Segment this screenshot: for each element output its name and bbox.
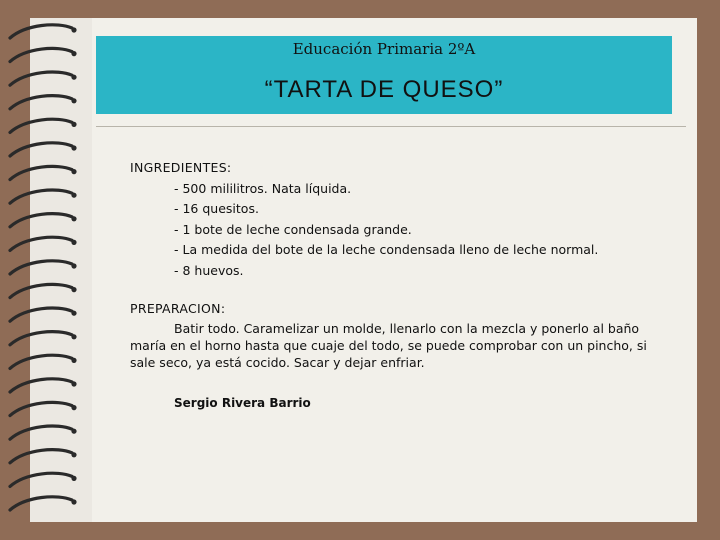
binding-hole <box>71 287 76 292</box>
binding-ring <box>10 308 72 321</box>
binding-ring <box>10 379 72 392</box>
binding-hole <box>71 75 76 80</box>
binding-hole <box>71 358 76 363</box>
ingredient-item: - 8 huevos. <box>174 262 244 278</box>
binding-ring <box>10 143 72 156</box>
binding-hole <box>71 263 76 268</box>
binding-ring <box>10 284 72 297</box>
preparation-text-block <box>130 320 660 371</box>
ingredients-heading: INGREDIENTES: <box>130 160 232 175</box>
divider-line <box>96 126 686 127</box>
recipe-body <box>130 158 660 413</box>
author-name: Sergio Rivera Barrio <box>174 395 311 410</box>
binding-ring <box>10 72 72 85</box>
binding-hole <box>71 145 76 150</box>
binding-hole <box>71 499 76 504</box>
binding-hole <box>71 27 76 32</box>
ingredient-item: - 500 mililitros. Nata líquida. <box>174 180 352 196</box>
binding-hole <box>71 381 76 386</box>
binding-hole <box>71 169 76 174</box>
title-banner <box>96 36 672 114</box>
binding-hole <box>71 240 76 245</box>
binding-ring <box>10 450 72 463</box>
binding-ring <box>10 355 72 368</box>
ingredient-item: - 16 quesitos. <box>174 201 259 216</box>
preparation-heading: PREPARACION: <box>130 301 226 316</box>
binding-ring <box>10 214 72 227</box>
preparation-text: Batir todo. Caramelizar un molde, llenarlo con la mezcla y ponerlo al baño maría en el horno hasta que cuaje del todo, se puede comprobar con un pincho, si sale seco, ya está cocido. Sacar y dejar enfriar. <box>130 320 647 370</box>
binding-hole <box>71 122 76 127</box>
binding-ring <box>10 25 72 38</box>
binding-ring <box>10 96 72 109</box>
ingredients-list <box>130 179 660 282</box>
binding-ring <box>10 473 72 486</box>
binding-hole <box>71 98 76 103</box>
binding-ring <box>10 332 72 345</box>
binding-hole <box>71 193 76 198</box>
binding-hole <box>71 452 76 457</box>
binding-ring <box>10 190 72 203</box>
spiral-binding-icon <box>6 18 86 522</box>
binding-hole <box>71 429 76 434</box>
binding-ring <box>10 119 72 132</box>
school-label: Educación Primaria 2ºA <box>292 40 476 58</box>
binding-ring <box>10 237 72 250</box>
binding-ring <box>10 48 72 61</box>
binding-hole <box>71 51 76 56</box>
binding-hole <box>71 311 76 316</box>
binding-hole <box>71 334 76 339</box>
ingredient-item: - La medida del bote de la leche condensada lleno de leche normal. <box>174 242 599 257</box>
binding-ring <box>10 426 72 439</box>
recipe-title: “TARTA DE QUESO” <box>264 76 504 103</box>
binding-hole <box>71 405 76 410</box>
binding-ring <box>10 497 72 510</box>
binding-ring <box>10 402 72 415</box>
binding-hole <box>71 216 76 221</box>
binding-ring <box>10 261 72 274</box>
ingredient-item: - 1 bote de leche condensada grande. <box>174 221 412 237</box>
binding-ring <box>10 166 72 179</box>
binding-hole <box>71 476 76 481</box>
